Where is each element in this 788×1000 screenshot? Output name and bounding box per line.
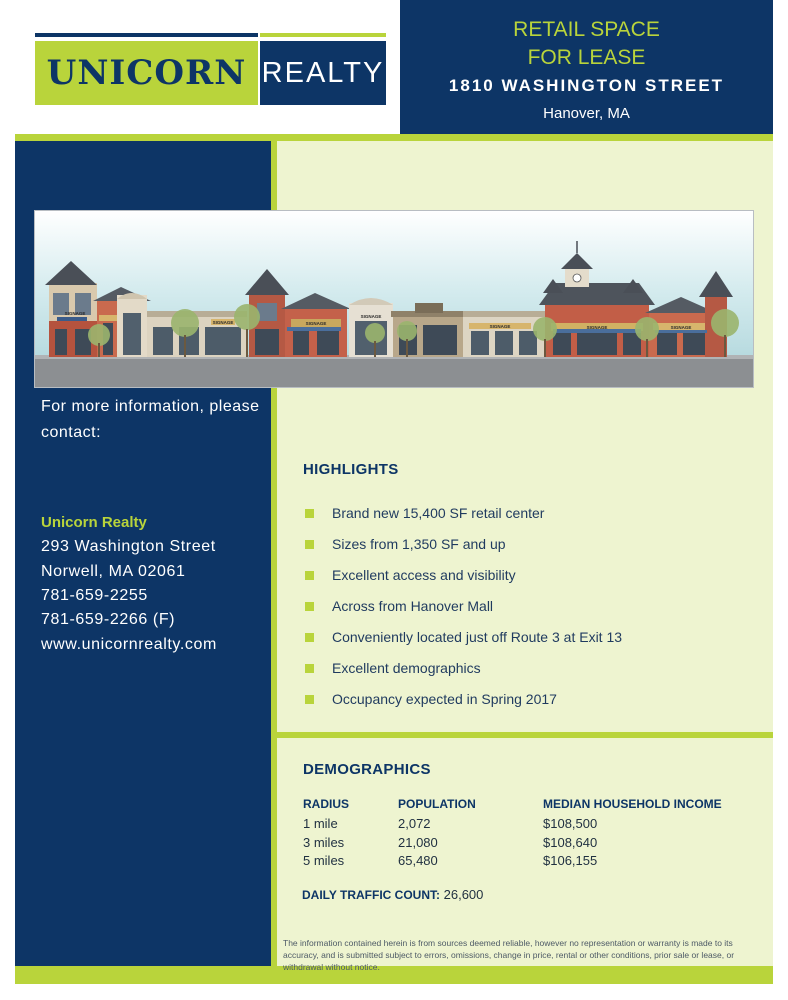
table-cell: $108,640 — [543, 835, 598, 850]
rendering-sign-4: SIGNAGE — [360, 314, 382, 319]
bullet-square-icon — [305, 695, 314, 704]
list-item — [305, 690, 557, 708]
contact-website[interactable]: www.unicornrealty.com — [41, 636, 217, 653]
logo-rule-lime — [260, 33, 386, 37]
bullet-square-icon — [305, 509, 314, 518]
list-item — [305, 659, 481, 677]
column-header-population: POPULATION — [398, 797, 476, 811]
demographics-title: DEMOGRAPHICS — [303, 761, 431, 778]
highlight-text: Excellent demographics — [332, 660, 481, 676]
contact-phone: 781-659-2255 — [41, 587, 148, 604]
logo-block-blue — [260, 41, 386, 105]
table-cell: 21,080 — [398, 835, 438, 850]
column-header-income: MEDIAN HOUSEHOLD INCOME — [543, 797, 722, 811]
list-item — [305, 628, 622, 646]
table-cell: 3 miles — [303, 835, 345, 850]
table-cell: 1 mile — [303, 816, 338, 831]
list-item — [305, 597, 493, 615]
bullet-square-icon — [305, 633, 314, 642]
top-divider — [15, 134, 773, 141]
rendering-sign-5: SIGNAGE — [489, 324, 511, 329]
contact-company-name: Unicorn Realty — [41, 514, 147, 531]
bullet-square-icon — [305, 602, 314, 611]
highlight-text: Occupancy expected in Spring 2017 — [332, 691, 557, 707]
highlights-title: HIGHLIGHTS — [303, 461, 399, 478]
highlight-text: Across from Hanover Mall — [332, 598, 494, 614]
header-panel — [400, 0, 773, 134]
daily-traffic-count — [302, 887, 483, 902]
highlight-text: Sizes from 1,350 SF and up — [332, 536, 506, 552]
table-cell: 5 miles — [303, 853, 345, 868]
company-logo — [35, 33, 386, 105]
bullet-square-icon — [305, 540, 314, 549]
rendering-sign-6: SIGNAGE — [586, 325, 608, 330]
logo-word-realty: REALTY — [261, 56, 385, 89]
building-rendering — [34, 210, 754, 388]
header-title-line2: FOR LEASE — [527, 46, 646, 69]
highlight-text: Brand new 15,400 SF retail center — [332, 505, 545, 521]
logo-rule-navy — [35, 33, 258, 37]
table-cell: 65,480 — [398, 853, 438, 868]
legal-disclaimer: The information contained herein is from sources deemed reliable, however no representation or warranty is made to its accuracy, and is submitted subject to errors, omissions, change in price, rental or other conditions, prior sale or lease, or withdrawal without notice. — [283, 938, 735, 972]
contact-prompt: For more information, please contact: — [41, 398, 260, 441]
property-city: Hanover, MA — [543, 105, 630, 122]
table-cell: $106,155 — [543, 853, 598, 868]
rendering-sign-1: SIGNAGE — [64, 311, 86, 316]
logo-block-green — [35, 41, 258, 105]
property-address: 1810 WASHINGTON STREET — [448, 76, 725, 95]
rendering-sign-3: SIGNAGE — [305, 321, 327, 326]
traffic-label: DAILY TRAFFIC COUNT: — [302, 888, 440, 902]
rendering-sign-7: SIGNAGE — [670, 325, 692, 330]
list-item — [305, 566, 516, 584]
logo-word-unicorn: UNICORN — [46, 53, 247, 93]
highlight-text: Excellent access and visibility — [332, 567, 516, 583]
list-item — [305, 535, 506, 553]
bullet-square-icon — [305, 571, 314, 580]
traffic-value: 26,600 — [443, 887, 484, 902]
table-cell: $108,500 — [543, 816, 598, 831]
bullet-square-icon — [305, 664, 314, 673]
header-title-line1: RETAIL SPACE — [513, 18, 660, 41]
contact-city: Norwell, MA 02061 — [41, 563, 186, 580]
contact-street: 293 Washington Street — [41, 538, 216, 555]
table-cell: 2,072 — [398, 816, 431, 831]
column-header-radius: RADIUS — [303, 797, 350, 811]
highlight-text: Conveniently located just off Route 3 at Exit 13 — [332, 629, 623, 645]
list-item — [305, 504, 544, 522]
contact-fax: 781-659-2266 (F) — [41, 611, 176, 628]
rendering-sign-2: SIGNAGE — [212, 320, 234, 325]
